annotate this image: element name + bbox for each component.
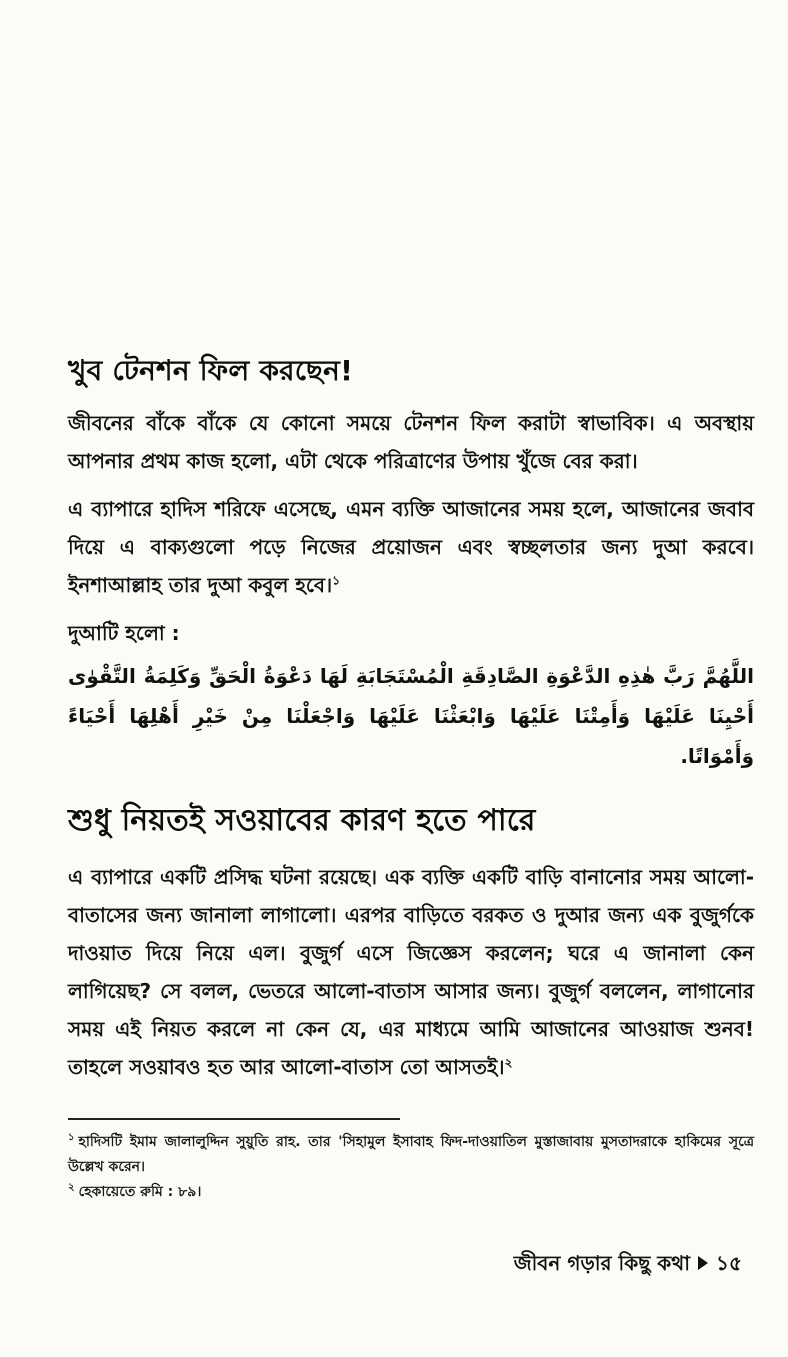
paragraph-niyyah-text: এ ব্যাপারে একটি প্রসিদ্ধ ঘটনা রয়েছে। এক ব্যক্তি একটি বাড়ি বানানোর সময় আলো-বাতাসের জন্য জানালা লাগালো। এরপর বাড়িতে বরকত ও দুআর জন্য এক বুজুর্গকে দাওয়াত দিয়ে নিয়ে এল। বুজুর্গ এসে জিজ্ঞেস করলেন; ঘরে এ জানালা কেন লাগিয়েছ? সে বলল, ভেতরে আলো-বাতাস আসার জন্য। বুজুর্গ বললেন, লাগানোর সময় এই নিয়ত করলে না কেন যে, এর মাধ্যমে আমি আজানের আওয়াজ শুনব! তাহলে সওয়াবও হত আর আলো-বাতাস তো আসতই। [68, 865, 754, 1079]
section-heading-niyyah: শুধু নিয়তই সওয়াবের কারণ হতে পারে [68, 803, 536, 838]
page-footer [514, 1248, 742, 1278]
paragraph-tension-intro: জীবনের বাঁকে বাঁকে যে কোনো সময়ে টেনশন ফিল করাটা স্বাভাবিক। এ অবস্থায় আপনার প্রথম কাজ হলো, এটা থেকে পরিত্রাণের উপায় খুঁজে বের করা। [68, 411, 754, 473]
footnote-1-mark: ১ [68, 1132, 75, 1144]
footnote-divider [68, 1118, 400, 1120]
footnote-2-text: হেকায়েতে রুমি : ৮৯। [78, 1184, 202, 1200]
paragraph-hadith [68, 490, 754, 604]
footnote-ref-1: ১ [332, 573, 340, 588]
dua-label: দুআটি হলো : [68, 621, 180, 645]
dua-arabic-text: اللَّهُمَّ رَبَّ هٰذِهِ الدَّعْوَةِ الصَّادِقَةِ الْمُسْتَجَابَةِ لَهَا دَعْوَةُ الْحَقِّ وَكَلِمَةُ التَّقْوٰى أَحْيِنَا عَلَيْهَا وَأَمِتْنَا عَلَيْهَا وَابْعَثْنَا عَلَيْهَا وَاجْعَلْنَا مِنْ خَيْرِ أَهْلِهَا أَحْيَاءً وَأَمْوَاتًا. [68, 664, 754, 768]
footnote-ref-2: ২ [504, 1055, 513, 1070]
paragraph-hadith-text: এ ব্যাপারে হাদিস শরিফে এসেছে, এমন ব্যক্তি আজানের সময় হলে, আজানের জবাব দিয়ে এ বাক্যগুলো পড়ে নিজের প্রয়োজন এবং স্বচ্ছলতার জন্য দুআ করবে। ইনশাআল্লাহ তার দুআ কবুল হবে। [68, 497, 754, 597]
footnotes [68, 1118, 754, 1205]
footnote-1-text: হাদিসটি ইমাম জালালুদ্দিন সুয়ুতি রাহ. তার 'সিহামুল ইসাবাহ ফিদ-দাওয়াতিল মুস্তাজাবায় মুসতাদরাকে হাকিমের সূত্রে উল্লেখ করেন। [68, 1134, 754, 1175]
footer-book-title: জীবন গড়ার কিছু কথা [513, 1251, 691, 1275]
footnote-2-mark: ২ [68, 1182, 75, 1194]
section-heading-tension: খুব টেনশন ফিল করছেন! [68, 354, 354, 387]
main-content [68, 352, 754, 1096]
paragraph-niyyah-story [68, 858, 754, 1086]
footnote-2 [68, 1180, 754, 1205]
play-arrow-icon [698, 1256, 708, 1270]
footnote-1 [68, 1130, 754, 1180]
page-number: ১৫ [716, 1251, 742, 1275]
